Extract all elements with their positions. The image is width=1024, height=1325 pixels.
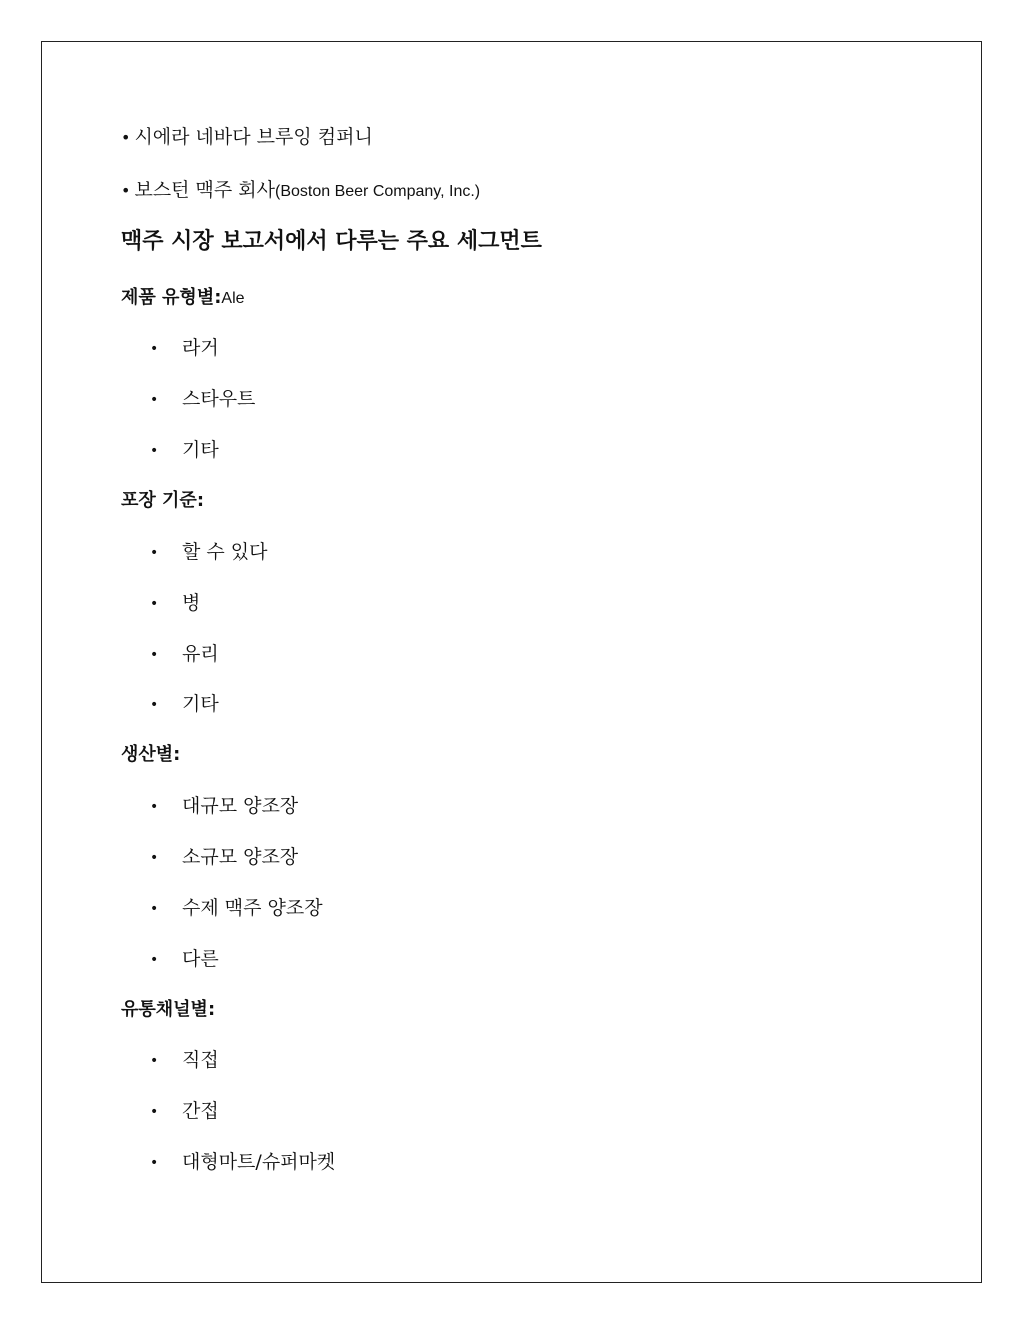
bullet: • (150, 391, 159, 408)
bullet: • (150, 646, 159, 663)
segment-label-text: 유통채널별: (121, 999, 216, 1020)
bullet: • (150, 951, 159, 968)
list-item (150, 896, 323, 921)
segment-label-product-type (121, 286, 245, 311)
list-item-text: 수제 맥주 양조장 (182, 897, 323, 919)
segment-label-production (121, 743, 180, 768)
list-item (150, 1150, 335, 1175)
bullet: • (150, 696, 159, 713)
list-item-text: 스타우트 (182, 388, 256, 410)
list-item-text: 병 (182, 592, 201, 614)
list-item-text: 간접 (182, 1100, 219, 1122)
list-item (150, 540, 268, 565)
list-item-text: 라거 (182, 337, 219, 359)
list-item (150, 642, 219, 667)
list-item-text: 직접 (182, 1049, 219, 1071)
list-item (150, 387, 255, 412)
company-name-english: (Boston Beer Company, Inc.) (275, 183, 481, 200)
bullet: • (150, 1052, 159, 1069)
bullet: • (150, 900, 159, 917)
company-name: 시에라 네바다 브루잉 컴퍼니 (134, 126, 373, 148)
list-item (150, 947, 219, 972)
list-item (150, 692, 219, 717)
list-item-text: 소규모 양조장 (182, 846, 299, 868)
segment-label-distribution (121, 998, 215, 1023)
list-item (150, 1048, 219, 1073)
list-item (150, 438, 219, 463)
list-item-text: 할 수 있다 (182, 541, 268, 563)
list-item-text: 대형마트/슈퍼마켓 (182, 1151, 336, 1173)
segment-label-packaging (121, 489, 204, 514)
bullet: • (150, 595, 159, 612)
segment-label-text: 생산별: (121, 744, 181, 765)
list-item (150, 1099, 219, 1124)
segment-label-text: 포장 기준: (121, 490, 205, 511)
bullet: • (150, 340, 159, 357)
bullet: • (150, 1154, 159, 1171)
bullet: • (150, 442, 159, 459)
company-name: 보스턴 맥주 회사 (134, 179, 275, 201)
list-item (150, 336, 219, 361)
list-item-text: 기타 (182, 693, 219, 715)
list-item-text: 기타 (182, 439, 219, 461)
list-item (150, 794, 298, 819)
bullet: • (150, 849, 159, 866)
bullet: • (121, 128, 131, 147)
bullet: • (150, 1103, 159, 1120)
bullet: • (121, 181, 131, 200)
section-heading: 맥주 시장 보고서에서 다루는 주요 세그먼트 (121, 229, 542, 254)
company-item (121, 178, 480, 204)
list-item-text: 대규모 양조장 (182, 795, 299, 817)
list-item-text: 다른 (182, 948, 219, 970)
company-item (121, 125, 373, 150)
list-item-text: 유리 (182, 643, 219, 665)
segment-label-tail: Ale (221, 290, 245, 307)
segment-label-text: 제품 유형별: (121, 287, 222, 308)
list-item (150, 591, 200, 616)
bullet: • (150, 544, 159, 561)
list-item (150, 845, 298, 870)
bullet: • (150, 798, 159, 815)
